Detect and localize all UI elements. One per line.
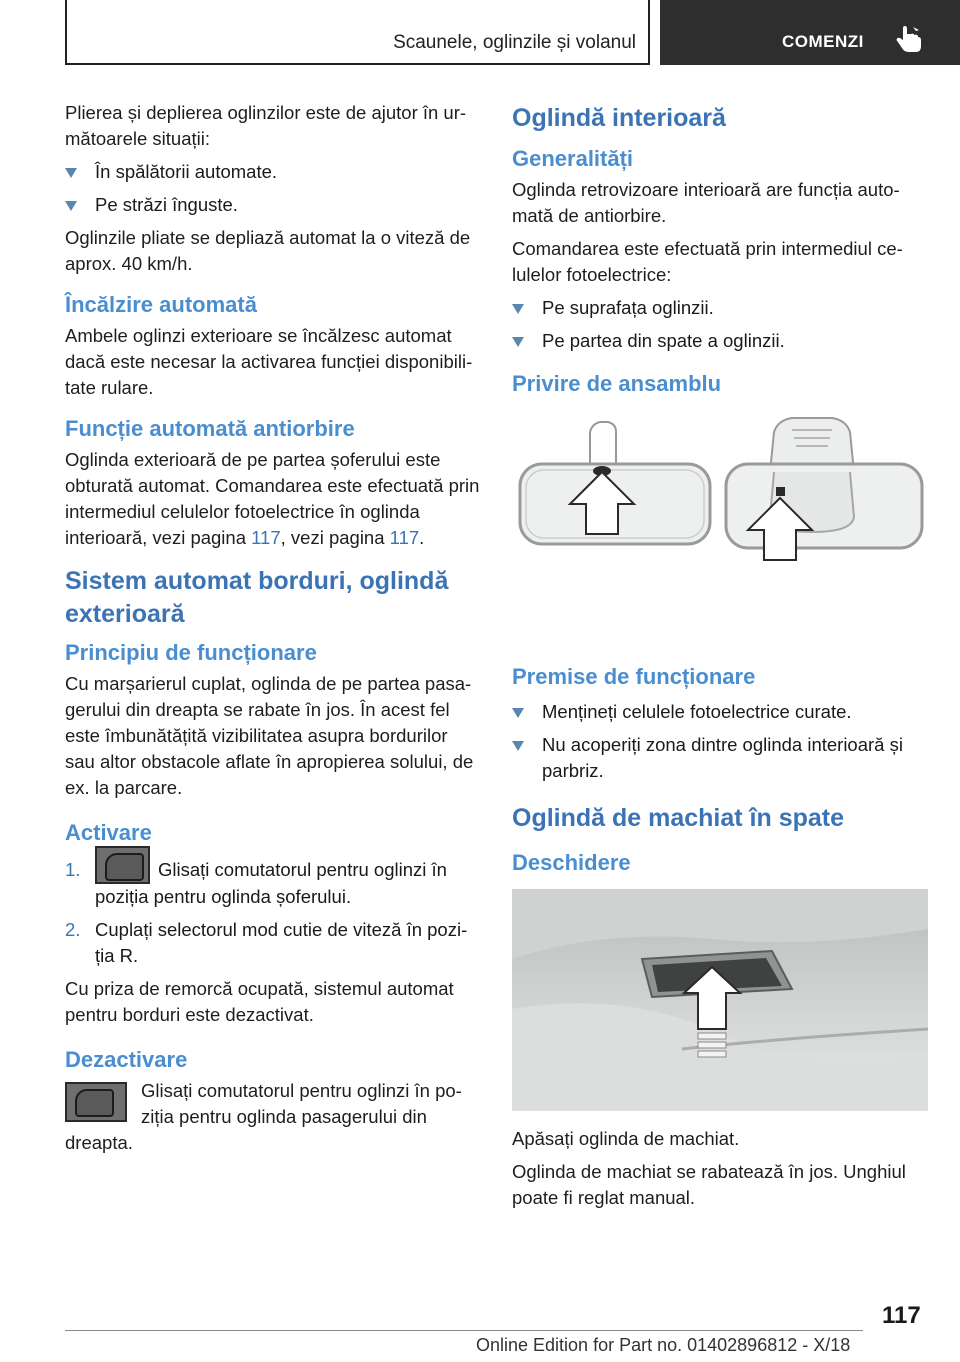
list-item: Pe suprafața oglinzii. xyxy=(512,295,928,321)
header-chapter-box xyxy=(65,0,650,65)
left-column xyxy=(65,100,480,1163)
bullet-triangle-icon xyxy=(512,741,524,751)
right-column xyxy=(512,100,928,1218)
principle-text: Cu marșarierul cuplat, oglinda de pe partea pasagerului din dreapta se rabate în jos. În acest fel este îmbunătățită vizibilitatea asupra bordurilor sau altor obstacole aflate în apropierea solului, de ex. la parcare. xyxy=(65,673,474,798)
bullet-triangle-icon xyxy=(65,201,77,211)
section-label: COMENZI xyxy=(782,32,864,51)
press-text: Apăsați oglinda de machiat. xyxy=(512,1128,740,1149)
vanity-mirror-heading: Oglindă de machiat în spate xyxy=(512,804,845,832)
heating-text: Ambele oglinzi exterioare se încălzesc automat dacă este necesar la activarea funcției disponibilitate rulare. xyxy=(65,325,473,398)
page-number: 117 xyxy=(882,1302,921,1329)
footer-edition: Online Edition for Part no. 01402896812 - X/18 xyxy=(476,1335,851,1355)
header-section-box xyxy=(660,0,960,65)
deactivation-text: Glisați comutatorul pentru oglinzi în poziția pentru oglinda pasagerului din dreapta. xyxy=(65,1080,462,1154)
vanity-mirror-figure xyxy=(512,889,928,1111)
intro-text: Plierea și deplierea oglinzilor este de ajutor în următoarele situații: xyxy=(65,102,467,149)
activation-heading: Activare xyxy=(65,820,152,845)
chapter-title: Scaunele, oglinzile și volanul xyxy=(393,32,636,53)
list-item: Mențineți celulele fotoelectrice curate. xyxy=(512,699,928,725)
trailer-text: Cu priza de remorcă ocupată, sistemul automat pentru borduri este dezactivat. xyxy=(65,978,454,1026)
list-item: Nu acoperiți zona dintre oglinda interioară și parbriz. xyxy=(512,732,928,784)
heating-heading: Încălzire automată xyxy=(65,292,257,317)
mirror-switch-icon xyxy=(95,846,150,884)
bullet-triangle-icon xyxy=(512,304,524,314)
fold-text: Oglinda de machiat se rabatează în jos. Unghiul poate fi reglat manual. xyxy=(512,1161,906,1208)
control-text: Comandarea este efectuată prin intermediul celulelor fotoelectrice: xyxy=(512,238,903,285)
bullet-triangle-icon xyxy=(512,708,524,718)
list-item: În spălătorii automate. xyxy=(65,159,480,185)
hand-pointer-icon xyxy=(894,26,924,54)
overview-heading: Privire de ansamblu xyxy=(512,371,722,396)
step-item: 1. Glisați comutatorul pentru oglinzi în poziția pentru oglinda șoferului. xyxy=(65,857,480,910)
bullet-triangle-icon xyxy=(512,337,524,347)
auto-unfold-text: Oglinzile pliate se depliază automat la o viteză de aprox. 40 km/h. xyxy=(65,227,471,274)
interior-mirror-figure xyxy=(512,402,928,642)
list-item: Pe străzi înguste. xyxy=(65,192,480,218)
step-item: 2. Cuplați selectorul mod cutie de viteză în poziția R. xyxy=(65,919,468,967)
footer-divider xyxy=(65,1330,863,1331)
page-ref-link[interactable]: 117 xyxy=(389,527,420,548)
antiglare-heading: Funcție automată antiorbire xyxy=(65,416,355,441)
curb-system-heading: Sistem automat borduri, oglindă exterioară xyxy=(65,567,449,628)
general-text: Oglinda retrovizoare interioară are funcția automată de antiorbire. xyxy=(512,179,900,226)
premises-heading: Premise de funcționare xyxy=(512,664,756,689)
interior-mirror-heading: Oglindă interioară xyxy=(512,104,726,132)
principle-heading: Principiu de funcționare xyxy=(65,640,317,665)
list-item: Pe partea din spate a oglinzii. xyxy=(512,328,928,354)
opening-heading: Deschidere xyxy=(512,850,631,875)
page-ref-link[interactable]: 117 xyxy=(251,527,281,548)
mirror-switch-icon xyxy=(65,1082,127,1122)
deactivation-heading: Dezactivare xyxy=(65,1047,188,1073)
antiglare-text: Oglinda exterioară de pe partea șoferului este obturată automat. Comandarea este efectuată prin intermediul celulelor fotoelectrice în oglinda interioară, vezi pagina 117, vezi pagina 117. xyxy=(65,449,480,548)
bullet-triangle-icon xyxy=(65,168,77,178)
general-heading: Generalități xyxy=(512,146,634,171)
